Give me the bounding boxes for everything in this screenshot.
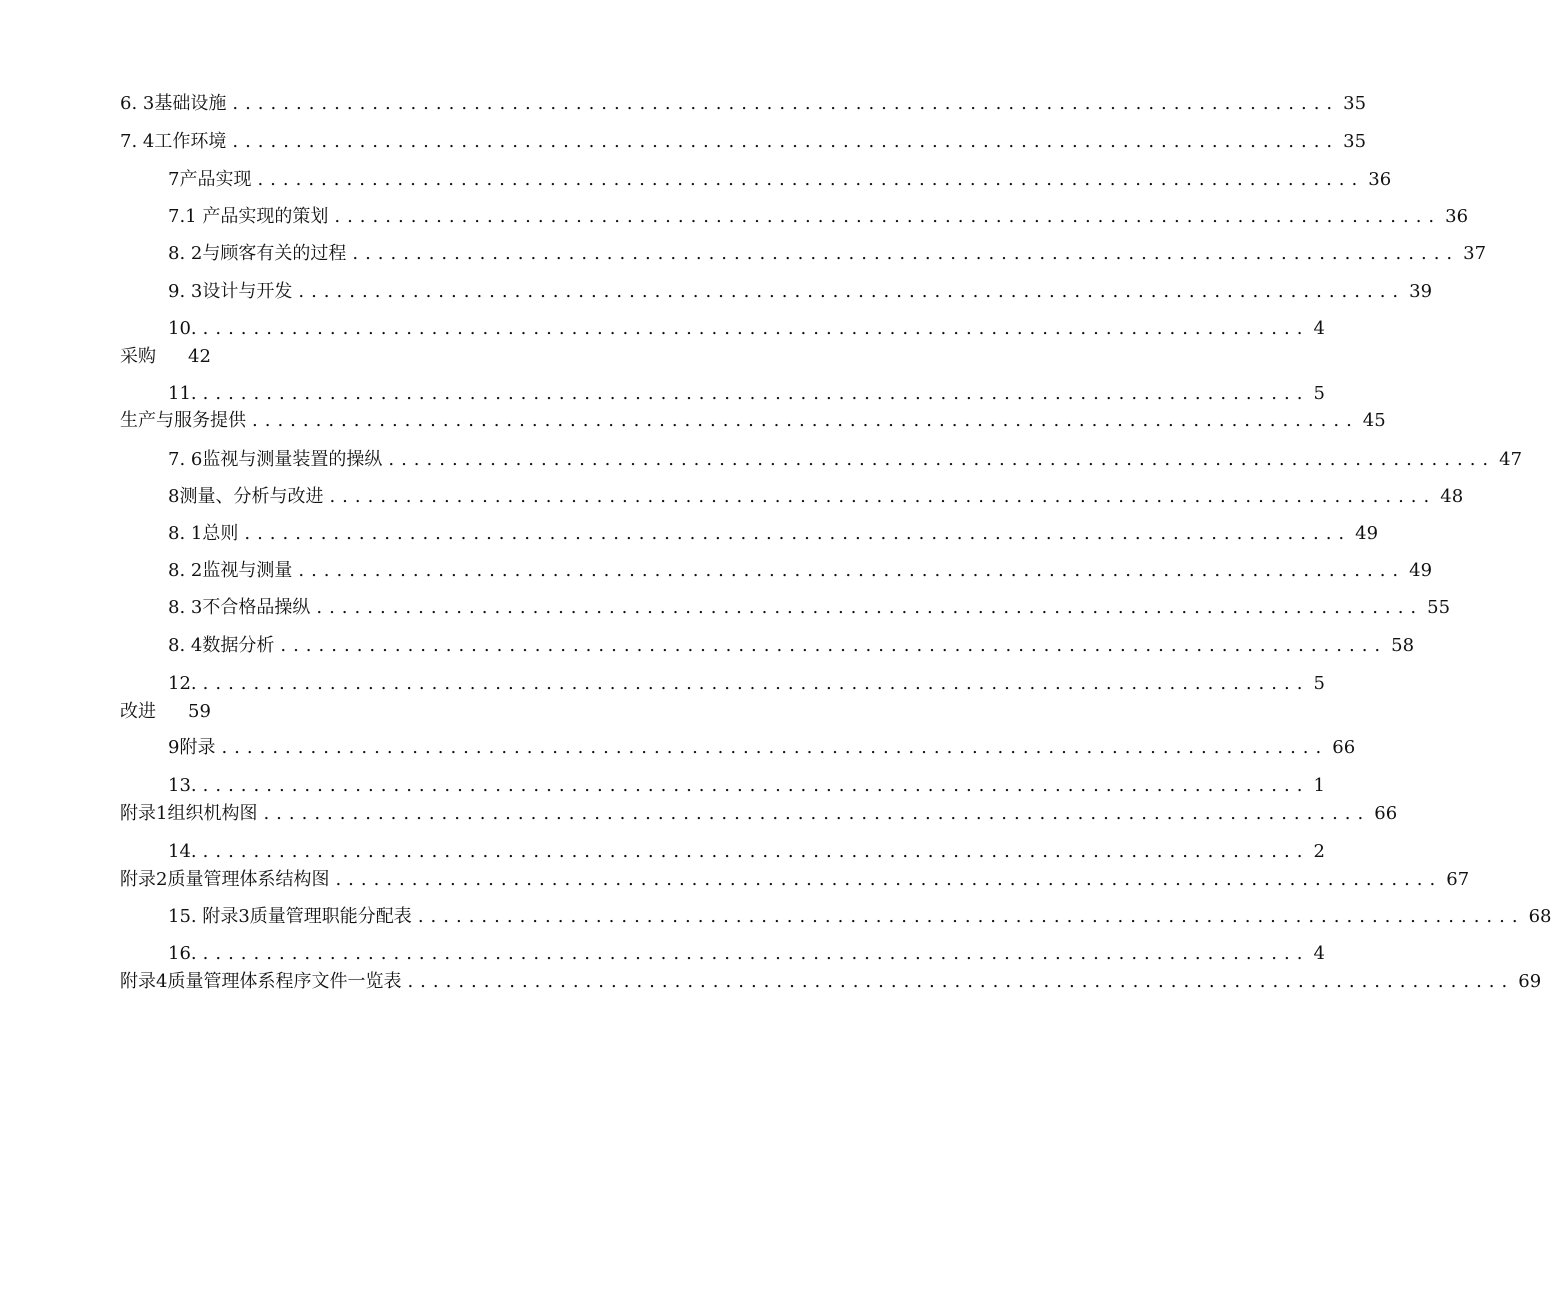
toc-entry[interactable]: [120, 969, 1542, 995]
toc-entry-page: 2: [1313, 841, 1325, 862]
toc-entry[interactable]: [168, 381, 1325, 407]
toc-leader-dots: .......................................................................................: [257, 169, 1365, 190]
toc-leader-dots: .......................................................................................: [202, 943, 1310, 964]
toc-entry-label: 13.: [168, 775, 197, 796]
toc-leader-dots: .......................................................................................: [202, 318, 1310, 339]
toc-entry-label: 11.: [168, 383, 197, 404]
toc-leader-dots: .......................................................................................: [202, 841, 1310, 862]
toc-entry-page: 4: [1313, 318, 1325, 339]
toc-entry-label: 8. 3不合格品操纵: [168, 597, 311, 618]
toc-entry-label: 14.: [168, 841, 197, 862]
toc-entry-continuation[interactable]: [120, 699, 211, 725]
toc-entry-page: 1: [1313, 775, 1325, 796]
toc-entry[interactable]: [168, 241, 1487, 267]
toc-entry-page: 49: [1355, 523, 1379, 544]
toc-leader-dots: .......................................................................................: [335, 869, 1443, 890]
toc-entry[interactable]: [168, 839, 1325, 865]
toc-entry-label: 6. 3基础设施: [120, 93, 227, 114]
toc-entry-page: 58: [1391, 635, 1415, 656]
toc-entry-label: 8. 2监视与测量: [168, 560, 293, 581]
toc-entry-label: 附录2质量管理体系结构图: [120, 869, 330, 890]
toc-leader-dots: .......................................................................................: [263, 803, 1371, 824]
toc-entry-label: 10.: [168, 318, 197, 339]
toc-entry-page: 59: [188, 701, 211, 722]
toc-entry-label: 15. 附录3质量管理职能分配表: [168, 906, 412, 927]
toc-leader-dots: .......................................................................................: [298, 281, 1406, 302]
toc-entry[interactable]: [120, 408, 1386, 434]
toc-entry-page: 36: [1445, 206, 1469, 227]
toc-entry-page: 42: [188, 346, 211, 367]
toc-entry-label: 7.1 产品实现的策划: [168, 206, 329, 227]
toc-leader-dots: .......................................................................................: [352, 243, 1460, 264]
toc-entry[interactable]: [168, 671, 1325, 697]
toc-entry-label: 8. 4数据分析: [168, 635, 275, 656]
toc-entry[interactable]: [168, 941, 1325, 967]
toc-entry-page: 37: [1463, 243, 1487, 264]
toc-entry[interactable]: [168, 316, 1325, 342]
toc-entry-label: 8. 1总则: [168, 523, 239, 544]
toc-entry-label: 7产品实现: [168, 169, 252, 190]
toc-entry[interactable]: [168, 521, 1379, 547]
toc-entry-page: 39: [1409, 281, 1433, 302]
toc-entry-label: 12.: [168, 673, 197, 694]
toc-entry[interactable]: [168, 484, 1464, 510]
toc-entry-label: 采购: [120, 346, 156, 367]
toc-entry[interactable]: [168, 773, 1325, 799]
toc-entry-label: 7. 6监视与测量装置的操纵: [168, 449, 383, 470]
toc-entry-page: 66: [1332, 737, 1356, 758]
toc-entry[interactable]: [168, 279, 1433, 305]
toc-entry-page: 35: [1343, 93, 1367, 114]
toc-leader-dots: .......................................................................................: [298, 560, 1406, 581]
toc-leader-dots: .......................................................................................: [202, 383, 1310, 404]
toc-entry[interactable]: [168, 904, 1552, 930]
toc-entry-label: 附录1组织机构图: [120, 803, 258, 824]
toc-entry-page: 4: [1313, 943, 1325, 964]
toc-entry[interactable]: [168, 735, 1356, 761]
toc-entry-page: 5: [1313, 383, 1325, 404]
toc-entry-label: 8. 2与顾客有关的过程: [168, 243, 347, 264]
toc-leader-dots: .......................................................................................: [334, 206, 1442, 227]
toc-entry-page: 35: [1343, 131, 1367, 152]
toc-entry[interactable]: [120, 867, 1470, 893]
toc-entry-label: 9. 3设计与开发: [168, 281, 293, 302]
toc-entry-page: 48: [1440, 486, 1464, 507]
toc-entry-page: 55: [1427, 597, 1451, 618]
toc-leader-dots: .......................................................................................: [407, 971, 1515, 992]
toc-leader-dots: .......................................................................................: [280, 635, 1388, 656]
toc-leader-dots: .......................................................................................: [221, 737, 1329, 758]
toc-entry[interactable]: [168, 558, 1433, 584]
toc-leader-dots: .......................................................................................: [202, 673, 1310, 694]
toc-entry[interactable]: [168, 204, 1469, 230]
toc-leader-dots: .......................................................................................: [244, 523, 1352, 544]
toc-entry-label: 改进: [120, 701, 156, 722]
toc-leader-dots: .......................................................................................: [316, 597, 1424, 618]
toc-entry-page: 68: [1528, 906, 1552, 927]
toc-entry-label: 7. 4工作环境: [120, 131, 227, 152]
toc-entry[interactable]: [168, 633, 1415, 659]
toc-entry-page: 47: [1499, 449, 1523, 470]
toc-entry-page: 36: [1368, 169, 1392, 190]
toc-leader-dots: .......................................................................................: [329, 486, 1437, 507]
toc-entry[interactable]: [168, 167, 1392, 193]
toc-entry-page: 69: [1518, 971, 1542, 992]
toc-entry[interactable]: [168, 447, 1523, 473]
toc-leader-dots: .......................................................................................: [417, 906, 1525, 927]
toc-entry-label: 16.: [168, 943, 197, 964]
toc-entry-label: 附录4质量管理体系程序文件一览表: [120, 971, 402, 992]
toc-entry[interactable]: [168, 595, 1451, 621]
toc-leader-dots: .......................................................................................: [232, 93, 1340, 114]
toc-leader-dots: .......................................................................................: [388, 449, 1496, 470]
toc-entry-label: 9附录: [168, 737, 216, 758]
toc-entry-continuation[interactable]: [120, 344, 211, 370]
toc-entry[interactable]: [120, 801, 1398, 827]
toc-entry-label: 8测量、分析与改进: [168, 486, 324, 507]
toc-leader-dots: .......................................................................................: [252, 410, 1359, 431]
toc-entry-page: 49: [1409, 560, 1433, 581]
toc-entry-page: 45: [1362, 410, 1386, 431]
toc-leader-dots: .......................................................................................: [232, 131, 1340, 152]
toc-entry-page: 67: [1446, 869, 1470, 890]
toc-entry[interactable]: [120, 91, 1367, 117]
toc-entry-page: 66: [1374, 803, 1398, 824]
toc-entry[interactable]: [120, 129, 1367, 155]
toc-leader-dots: .......................................................................................: [202, 775, 1310, 796]
toc-entry-label: 生产与服务提供: [120, 410, 246, 431]
toc-entry-page: 5: [1313, 673, 1325, 694]
